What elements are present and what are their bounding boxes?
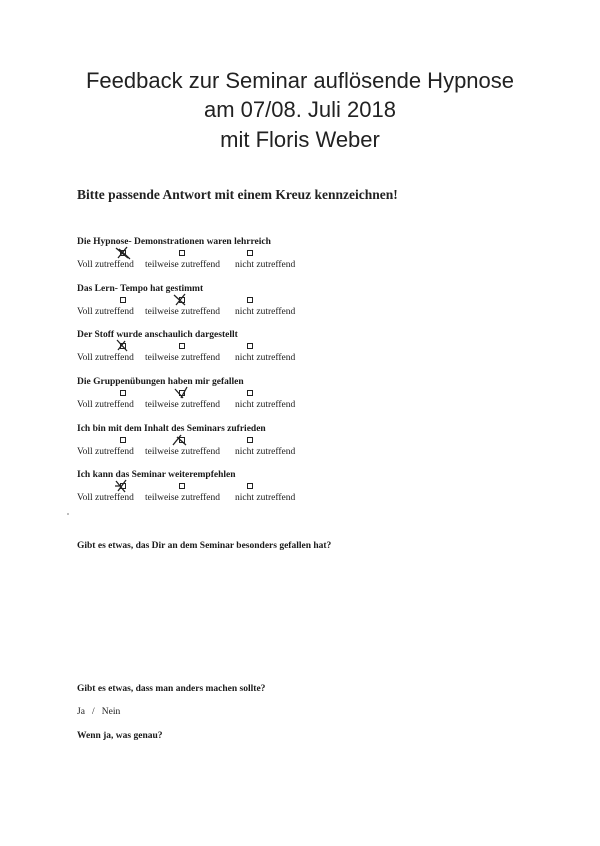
cross-mark-icon bbox=[171, 433, 187, 447]
option-voll-zutreffend: Voll zutreffend bbox=[77, 400, 134, 410]
title-line-3: mit Floris Weber bbox=[220, 127, 380, 152]
checkbox-nicht-zutreffend[interactable] bbox=[247, 483, 253, 489]
checkbox-nicht-zutreffend[interactable] bbox=[247, 250, 253, 256]
option-teilweise-zutreffend: teilweise zutreffend bbox=[145, 353, 220, 363]
question-details: Wenn ja, was genau? bbox=[77, 731, 163, 741]
question-text: Der Stoff wurde anschaulich dargestellt bbox=[77, 330, 238, 340]
question-text: Die Gruppenübungen haben mir gefallen bbox=[77, 377, 244, 387]
question-text: Die Hypnose- Demonstrationen waren lehrreich bbox=[77, 237, 271, 247]
option-nicht-zutreffend: nicht zutreffend bbox=[235, 447, 296, 457]
option-voll-zutreffend: Voll zutreffend bbox=[77, 447, 134, 457]
title-line-2: am 07/08. Juli 2018 bbox=[203, 97, 397, 122]
checkbox-nicht-zutreffend[interactable] bbox=[247, 297, 253, 303]
title-line-1: Feedback zur Seminar auflösende Hypnose bbox=[85, 68, 515, 93]
option-nicht-zutreffend: nicht zutreffend bbox=[235, 307, 296, 317]
question-text: Das Lern- Tempo hat gestimmt bbox=[77, 284, 204, 294]
option-teilweise-zutreffend: teilweise zutreffend bbox=[145, 260, 220, 270]
option-nicht-zutreffend: nicht zutreffend bbox=[235, 353, 296, 363]
checkbox-nicht-zutreffend[interactable] bbox=[247, 437, 253, 443]
option-voll-zutreffend: Voll zutreffend bbox=[77, 260, 134, 270]
option-voll-zutreffend: Voll zutreffend bbox=[77, 353, 134, 363]
option-teilweise-zutreffend: teilweise zutreffend bbox=[145, 493, 220, 503]
option-nicht-zutreffend: nicht zutreffend bbox=[235, 493, 296, 503]
option-nicht-zutreffend: nicht zutreffend bbox=[235, 260, 296, 270]
option-voll-zutreffend: Voll zutreffend bbox=[77, 307, 134, 317]
option-nicht-zutreffend: nicht zutreffend bbox=[235, 400, 296, 410]
checkbox-voll-zutreffend[interactable] bbox=[120, 297, 126, 303]
checkbox-teilweise-zutreffend[interactable] bbox=[179, 483, 185, 489]
option-teilweise-zutreffend: teilweise zutreffend bbox=[145, 307, 220, 317]
question-text: Ich bin mit dem Inhalt des Seminars zufrieden bbox=[77, 424, 266, 434]
checkbox-nicht-zutreffend[interactable] bbox=[247, 390, 253, 396]
checkbox-voll-zutreffend[interactable] bbox=[120, 437, 126, 443]
checkbox-teilweise-zutreffend[interactable] bbox=[179, 343, 185, 349]
checkbox-teilweise-zutreffend[interactable] bbox=[179, 250, 185, 256]
question-text: Ich kann das Seminar weiterempfehlen bbox=[77, 470, 236, 480]
checkbox-voll-zutreffend[interactable] bbox=[120, 390, 126, 396]
question-liked: Gibt es etwas, das Dir an dem Seminar besonders gefallen hat? bbox=[77, 541, 332, 551]
option-voll-zutreffend: Voll zutreffend bbox=[77, 493, 134, 503]
yes-no-choice[interactable]: Ja / Nein bbox=[77, 707, 121, 717]
option-teilweise-zutreffend: teilweise zutreffend bbox=[145, 447, 220, 457]
cross-mark-icon bbox=[172, 293, 188, 307]
checkbox-nicht-zutreffend[interactable] bbox=[247, 343, 253, 349]
cross-mark-icon bbox=[173, 386, 189, 400]
instruction-text: Bitte passende Antwort mit einem Kreuz kennzeichnen! bbox=[77, 187, 398, 202]
scan-speck bbox=[67, 513, 69, 515]
cross-mark-icon bbox=[115, 246, 131, 260]
question-change: Gibt es etwas, dass man anders machen sollte? bbox=[77, 684, 266, 694]
option-teilweise-zutreffend: teilweise zutreffend bbox=[145, 400, 220, 410]
cross-mark-icon bbox=[114, 339, 130, 353]
cross-mark-icon bbox=[114, 479, 130, 493]
